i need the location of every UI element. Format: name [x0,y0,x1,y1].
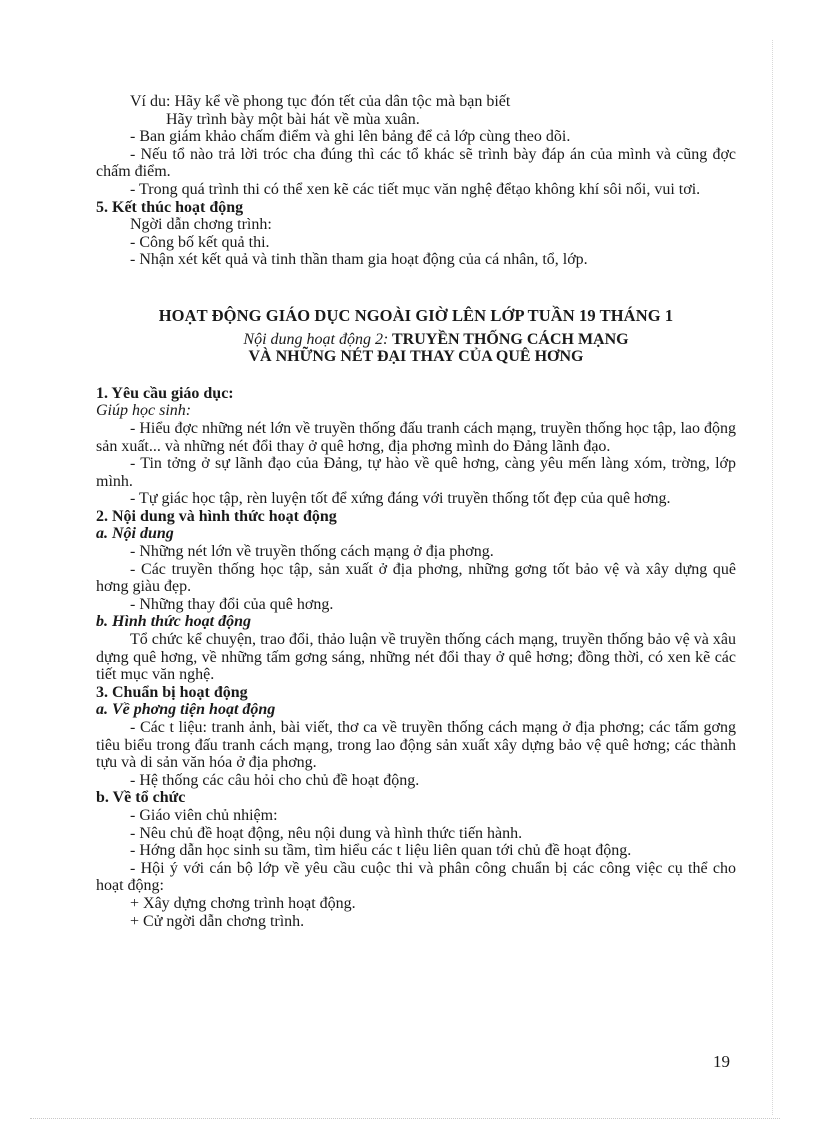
page-edge-vertical [772,40,773,1115]
subsection-heading: a. Nội dung [96,525,174,543]
example-line-2: Hãy trình bày một bài hát về mùa xuân. [166,110,420,128]
paragraph: Tổ chức kể chuyện, trao đổi, thảo luận về truyền thống cách mạng, truyền thống bảo vệ và xâu dựng quê hơng, về những tấm gơng sáng, những nét đổi thay ở quê hơng; đồng thời, có xen kẽ các tiết mục văn nghệ. [96,631,736,684]
paragraph: - Hiểu đợc những nét lớn về truyền thống đấu tranh cách mạng, truyền thống học tập, lao động sản xuất... và những nét đổi thay ở quê hơng, địa phơng mình do Đảng lãnh đạo. [96,419,736,455]
subsection-heading: b. Về tổ chức [96,789,186,807]
paragraph: - Tự giác học tập, rèn luyện tốt để xứng đáng với truyền thống tốt đẹp của quê hơng. [130,490,671,508]
section-heading: 1. Yêu cầu giáo dục: [96,384,234,402]
paragraph: - Hệ thống các câu hỏi cho chủ đề hoạt động. [130,771,420,789]
paragraph: - Hớng dẫn học sinh su tầm, tìm hiểu các t liệu liên quan tới chủ đề hoạt động. [130,842,632,860]
paragraph: - Trong quá trình thi có thể xen kẽ các tiết mục văn nghệ đểtạo không khí sôi nổi, vui tơi. [130,180,701,198]
paragraph: - Công bố kết quả thi. [130,233,270,251]
paragraph: - Tin tởng ở sự lãnh đạo của Đảng, tự hào về quê hơng, càng yêu mến làng xóm, trờng, lớp mình. [96,455,736,490]
page-edge-horizontal [30,1118,780,1119]
subsection-heading: a. Về phơng tiện hoạt động [96,701,276,719]
section-heading: 5. Kết thúc hoạt động [96,198,244,216]
example-line: Ví du: Hãy kể về phong tục đón tết của dân tộc mà bạn biết [130,93,511,110]
page-title: HOẠT ĐỘNG GIÁO DỤC NGOÀI GIỜ LÊN LỚP TUẦN 19 THÁNG 1 [158,305,674,325]
paragraph: - Nêu chủ đề hoạt động, nêu nội dung và hình thức tiến hành. [130,824,523,842]
page-subtitle [96,331,736,349]
paragraph: - Giáo viên chủ nhiệm: [130,806,278,824]
subsection-heading: b. Hình thức hoạt động [96,613,251,631]
paragraph: - Những nét lớn về truyền thống cách mạng ở địa phơng. [130,543,494,561]
page-number: 19 [713,1052,730,1071]
document-body [96,93,736,930]
paragraph: - Các truyền thống học tập, sản xuất ở địa phơng, những gơng tốt bảo vệ và xây dựng quê hơng giàu đẹp. [96,560,736,596]
paragraph: - Nhận xét kết quả và tinh thần tham gia hoạt động của cá nhân, tổ, lớp. [130,251,588,269]
paragraph: - Những thay đổi của quê hơng. [130,595,334,613]
section-lead: Giúp học sinh: [96,402,192,420]
section-heading: 3. Chuẩn bị hoạt động [96,683,248,701]
paragraph: - Hội ý với cán bộ lớp về yêu cầu cuộc thi và phân công chuẩn bị các công việc cụ thể cho hoạt động: [96,859,736,895]
paragraph: + Cử ngời dẫn chơng trình. [130,912,305,930]
paragraph: - Nếu tổ nào trả lời tróc cha đúng thì các tổ khác sẽ trình bày đáp án của mình và cũng đợc chấm điểm. [96,145,736,181]
section-heading: 2. Nội dung và hình thức hoạt động [96,507,337,525]
paragraph: + Xây dựng chơng trình hoạt động. [130,894,356,912]
page-subtitle-line-2: VÀ NHỮNG NÉT ĐẠI THAY CỦA QUÊ HƠNG [248,348,584,366]
subtitle-main: TRUYỀN THỐNG CÁCH MẠNG [388,330,629,348]
paragraph: - Các t liệu: tranh ảnh, bài viết, thơ ca về truyền thống cách mạng ở địa phơng; các tấm gơng tiêu biểu trong đấu tranh cách mạng, trong lao động sản xuất xây dựng bảo vệ quê hơng; các thành tựu và di sản văn hóa ở địa phơng. [96,719,736,772]
paragraph: Ngời dẫn chơng trình: [130,216,272,234]
paragraph: - Ban giám khảo chấm điểm và ghi lên bảng để cả lớp cùng theo dõi. [130,128,571,146]
subtitle-lead: Nội dung hoạt động 2: [243,330,389,348]
